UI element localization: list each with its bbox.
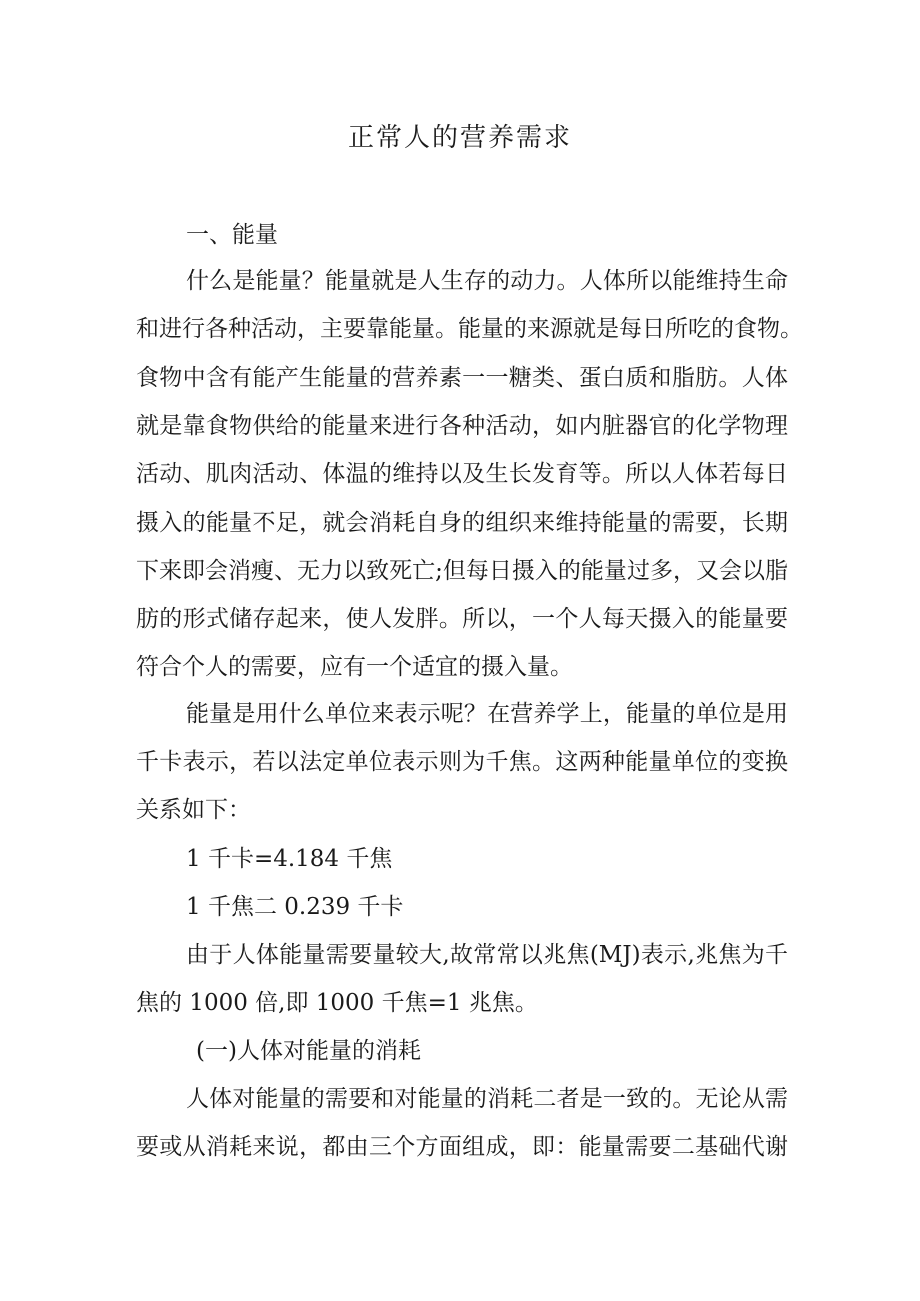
paragraph-line: 食物中含有能产生能量的营养素一一糖类、蛋白质和脂肪。人体 (136, 365, 788, 391)
paragraph-line: 和进行各种活动，主要靠能量。能量的来源就是每日所吃的食物。 (136, 316, 803, 342)
paragraph-line: 肪的形式储存起来，使人发胖。所以，一个人每天摄入的能量要 (136, 606, 788, 632)
paragraph-line: 人体对能量的需要和对能量的消耗二者是一致的。无论从需 (186, 1086, 788, 1112)
paragraph-line: 就是靠食物供给的能量来进行各种活动，如内脏器官的化学物理 (136, 413, 788, 439)
paragraph-line: 焦的 1000 倍,即 1000 千焦=1 兆焦。 (136, 990, 538, 1016)
paragraph-line: 关系如下： (136, 797, 251, 823)
paragraph-line: 符合个人的需要，应有一个适宜的摄入量。 (136, 654, 573, 680)
paragraph-line: 下来即会消瘦、无力以致死亡;但每日摄入的能量过多，又会以脂 (136, 558, 788, 584)
paragraph-line: 由于人体能量需要量较大,故常常以兆焦(MJ)表示,兆焦为千 (186, 942, 788, 968)
paragraph-line: 千卡表示，若以法定单位表示则为千焦。这两种能量单位的变换 (136, 749, 788, 775)
conversion-kj-to-kcal: 1 千焦二 0.239 千卡 (186, 894, 404, 920)
subsection-heading: (一)人体对能量的消耗 (196, 1038, 421, 1064)
paragraph-line: 要或从消耗来说，都由三个方面组成，即：能量需要二基础代谢 (136, 1134, 788, 1160)
paragraph-line: 摄入的能量不足，就会消耗自身的组织来维持能量的需要，长期 (136, 510, 788, 536)
conversion-kcal-to-kj: 1 千卡=4.184 千焦 (186, 846, 393, 872)
paragraph-line: 活动、肌肉活动、体温的维持以及生长发育等。所以人体若每日 (136, 461, 788, 487)
paragraph-line: 什么是能量？能量就是人生存的动力。人体所以能维持生命 (186, 268, 788, 294)
paragraph-line: 能量是用什么单位来表示呢？在营养学上，能量的单位是用 (186, 701, 788, 727)
section-heading: 一、能量 (186, 222, 278, 248)
page-title: 正常人的营养需求 (347, 123, 572, 153)
